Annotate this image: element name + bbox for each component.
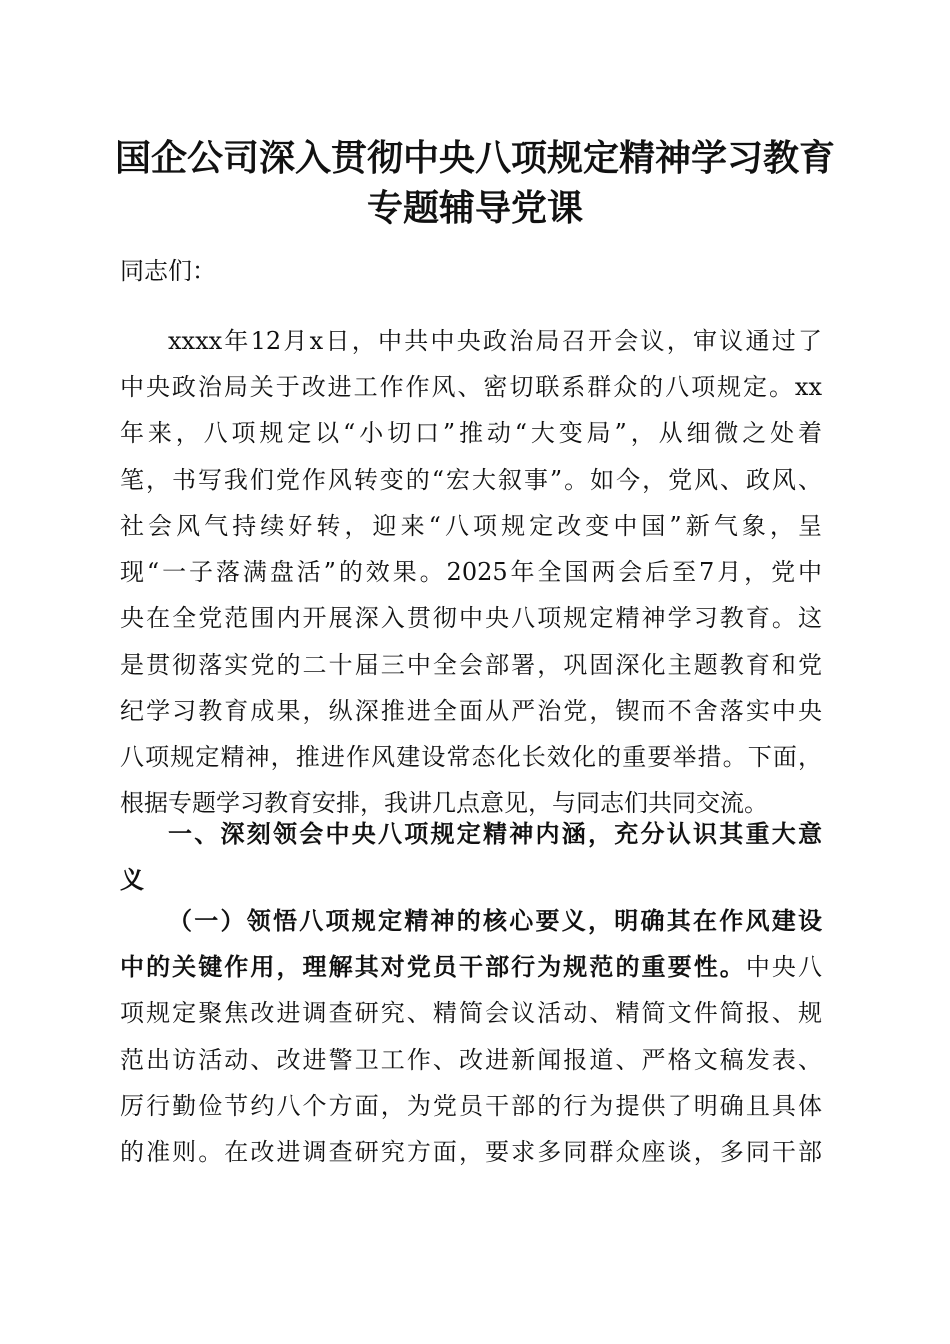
paragraph-line: 中央政治局关于改进工作作风、密切联系群众的八项规定。xx bbox=[120, 373, 822, 401]
paragraph-line: 年来，八项规定以“小切口”推动“大变局”，从细微之处着 bbox=[120, 419, 822, 447]
subsection-heading-end: 中的关键作用，理解其对党员干部行为规范的重要性。 bbox=[120, 952, 746, 981]
paragraph-line bbox=[120, 952, 822, 982]
document-title-line-1: 国企公司深入贯彻中央八项规定精神学习教育 bbox=[114, 137, 835, 179]
paragraph-line: 厉行勤俭节约八个方面，为党员干部的行为提供了明确且具体 bbox=[120, 1092, 822, 1120]
paragraph-line: 现“一子落满盘活”的效果。2025年全国两会后至7月，党中 bbox=[120, 558, 822, 586]
paragraph-line: 纪学习教育成果，纵深推进全面从严治党，锲而不舍落实中央 bbox=[120, 697, 822, 725]
paragraph-line: 笔，书写我们党作风转变的“宏大叙事”。如今，党风、政风、 bbox=[120, 466, 822, 494]
paragraph-line: 根据专题学习教育安排，我讲几点意见，与同志们共同交流。 bbox=[120, 789, 768, 817]
paragraph-line: 央在全党范围内开展深入贯彻中央八项规定精神学习教育。这 bbox=[120, 604, 822, 632]
heading-line: 一、深刻领会中央八项规定精神内涵，充分认识其重大意 bbox=[168, 820, 822, 848]
salutation: 同志们： bbox=[120, 257, 216, 285]
paragraph-line: 的准则。在改进调查研究方面，要求多同群众座谈，多同干部 bbox=[120, 1138, 822, 1166]
paragraph-line: 项规定聚焦改进调查研究、精简会议活动、精简文件简报、规 bbox=[120, 999, 822, 1027]
paragraph-line: xxxx年12月x日，中共中央政治局召开会议，审议通过了 bbox=[168, 327, 822, 355]
paragraph-line: 社会风气持续好转，迎来“八项规定改变中国”新气象，呈 bbox=[120, 512, 822, 540]
paragraph-text: 中央八 bbox=[745, 953, 823, 981]
heading-line: 义 bbox=[120, 866, 144, 894]
paragraph-line: 是贯彻落实党的二十届三中全会部署，巩固深化主题教育和党 bbox=[120, 651, 822, 679]
paragraph-line: 八项规定精神，推进作风建设常态化长效化的重要举措。下面， bbox=[120, 743, 822, 771]
paragraph-line: 范出访活动、改进警卫工作、改进新闻报道、严格文稿发表、 bbox=[120, 1046, 822, 1074]
document-title-line-2: 专题辅导党课 bbox=[366, 187, 583, 229]
subsection-heading-line: （一）领悟八项规定精神的核心要义，明确其在作风建设 bbox=[168, 906, 822, 935]
